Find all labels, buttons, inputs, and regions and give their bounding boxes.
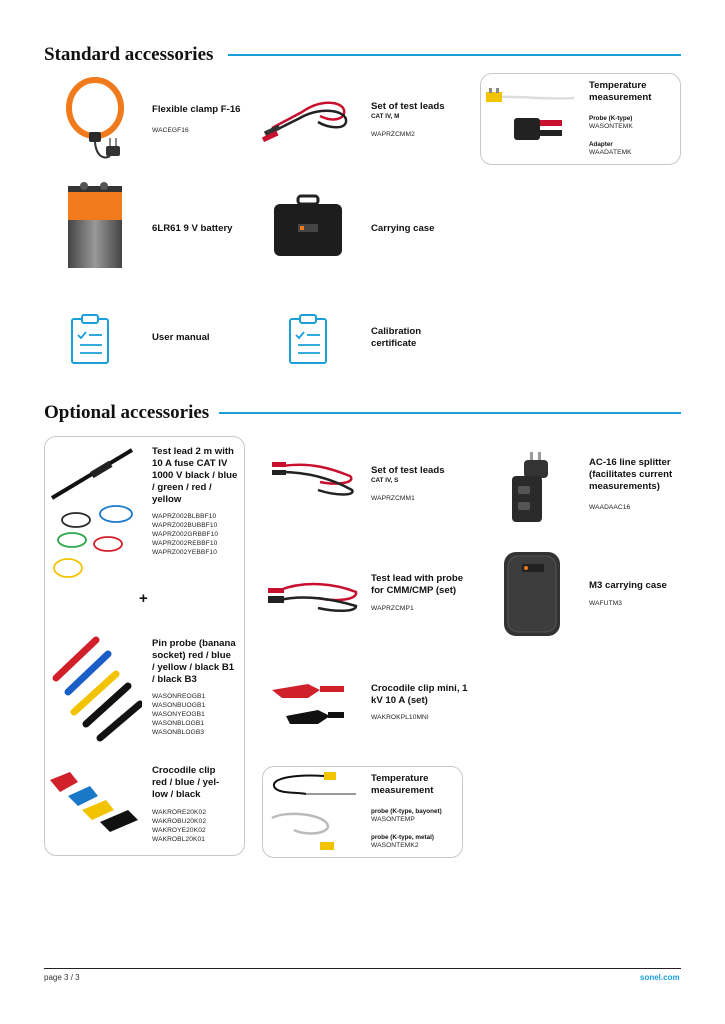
test-lead-probe-image: [266, 576, 362, 616]
case-name: Carrying case: [371, 223, 435, 234]
clamp-code: WACEGF16: [152, 127, 189, 134]
pin-probe-codes: [152, 692, 205, 737]
website-link[interactable]: sonel.com: [640, 973, 680, 982]
leads-m-code: WAPRZCMM2: [371, 131, 415, 138]
code-line: WASONYEOGB1: [152, 711, 205, 718]
section-title-standard: Standard accessories: [44, 44, 214, 65]
battery-name: 6LR61 9 V battery: [152, 223, 233, 234]
code-line: WAPRZ002BLBBF10: [152, 513, 217, 520]
code-line: WAPRZ002REBBF10: [152, 540, 218, 547]
carrying-case-image: [272, 194, 344, 260]
clamp-name: Flexible clamp F-16: [152, 104, 241, 115]
splitter-name: AC-16 line splitter (facilitates current measurements): [589, 457, 673, 492]
code-line: WASONBUOGB1: [152, 702, 206, 709]
code-line: WAKROBU20K02: [152, 818, 207, 825]
code-line: WAKROYE20K02: [152, 827, 206, 834]
code-line: WASONBLOGB1: [152, 720, 205, 727]
test-lead-2m-image: [46, 444, 146, 588]
clipboard-icon: [70, 313, 110, 365]
croc-mini-name: Crocodile clip mini, 1 kV 10 A (set): [371, 683, 468, 706]
splitter-code: WAADAAC16: [589, 504, 631, 511]
leads-m-name: Set of test leads: [371, 101, 445, 112]
battery-image: [62, 182, 128, 272]
temp-probe2-code: WASONTEMK2: [371, 842, 419, 849]
pin-probe-image: [50, 632, 142, 744]
temp-probe2-label: probe (K-type, metal): [371, 834, 434, 841]
temp-adapter-label: Adapter: [589, 141, 613, 148]
test-leads-s-image: [270, 456, 360, 500]
footer-rule: [44, 968, 681, 969]
leads-m-cat: CAT IV, M: [371, 113, 400, 120]
temp-optional-name: Temperature measurement: [371, 773, 434, 796]
m3-case-name: M3 carrying case: [589, 580, 667, 591]
code-line: WASONREOGB1: [152, 693, 206, 700]
temp-probe-code: WASONTEMK: [589, 123, 633, 130]
lead-probe-name: Test lead with probe for CMM/CMP (set): [371, 573, 464, 596]
page-number: page 3 / 3: [44, 973, 80, 982]
temp-adapter-code: WAADATEMK: [589, 149, 632, 156]
section-rule-standard: [228, 54, 681, 56]
leads-s-cat: CAT IV, S: [371, 477, 399, 484]
section-rule-optional: [219, 412, 681, 414]
temperature-probe-image: [484, 82, 584, 152]
temp-probe1-code: WASONTEMP: [371, 816, 415, 823]
croc-mini-code: WAKROKPL10MNI: [371, 714, 429, 721]
croc-clip-name: Crocodile clip red / blue / yel-low / black: [152, 765, 220, 800]
temperature-probe-set-image: [266, 770, 364, 854]
lead-probe-code: WAPRZCMP1: [371, 605, 414, 612]
temp-probe-label: Probe (K-type): [589, 115, 633, 122]
code-line: WASONBLOGB3: [152, 729, 205, 736]
test-leads-image: [262, 88, 354, 142]
test-lead-2m-codes: [152, 512, 218, 557]
pin-probe-name: Pin probe (banana socket) red / blue / yellow / black B1 / black B3: [152, 638, 236, 685]
m3-case-code: WAFUTM3: [589, 600, 623, 607]
code-line: WAKRORE20K02: [152, 809, 207, 816]
code-line: WAPRZ002GRBBF10: [152, 531, 219, 538]
test-lead-2m-name: Test lead 2 m with 10 A fuse CAT IV 1000 V black / blue / green / red / yellow: [152, 446, 238, 505]
leads-s-name: Set of test leads: [371, 465, 445, 476]
line-splitter-image: [500, 450, 562, 526]
section-title-optional: Optional accessories: [44, 402, 210, 423]
temp-standard-name: Temperature measurement: [589, 80, 652, 103]
temp-probe1-label: probe (K-type, bayonet): [371, 808, 442, 815]
manual-name: User manual: [152, 332, 210, 343]
flexible-clamp-image: [58, 76, 136, 168]
m3-case-image: [500, 548, 564, 638]
code-line: WAPRZ002YEBBF10: [152, 549, 218, 556]
code-line: WAKROBL20K01: [152, 836, 205, 843]
croc-clip-codes: [152, 808, 206, 844]
crocodile-clip-image: [48, 766, 142, 836]
clipboard-icon: [288, 313, 328, 365]
leads-s-code: WAPRZCMM1: [371, 495, 415, 502]
calibration-name: Calibration certificate: [371, 326, 422, 349]
croc-mini-image: [268, 676, 348, 736]
plus-sign: +: [139, 590, 148, 607]
code-line: WAPRZ002BUBBF10: [152, 522, 218, 529]
